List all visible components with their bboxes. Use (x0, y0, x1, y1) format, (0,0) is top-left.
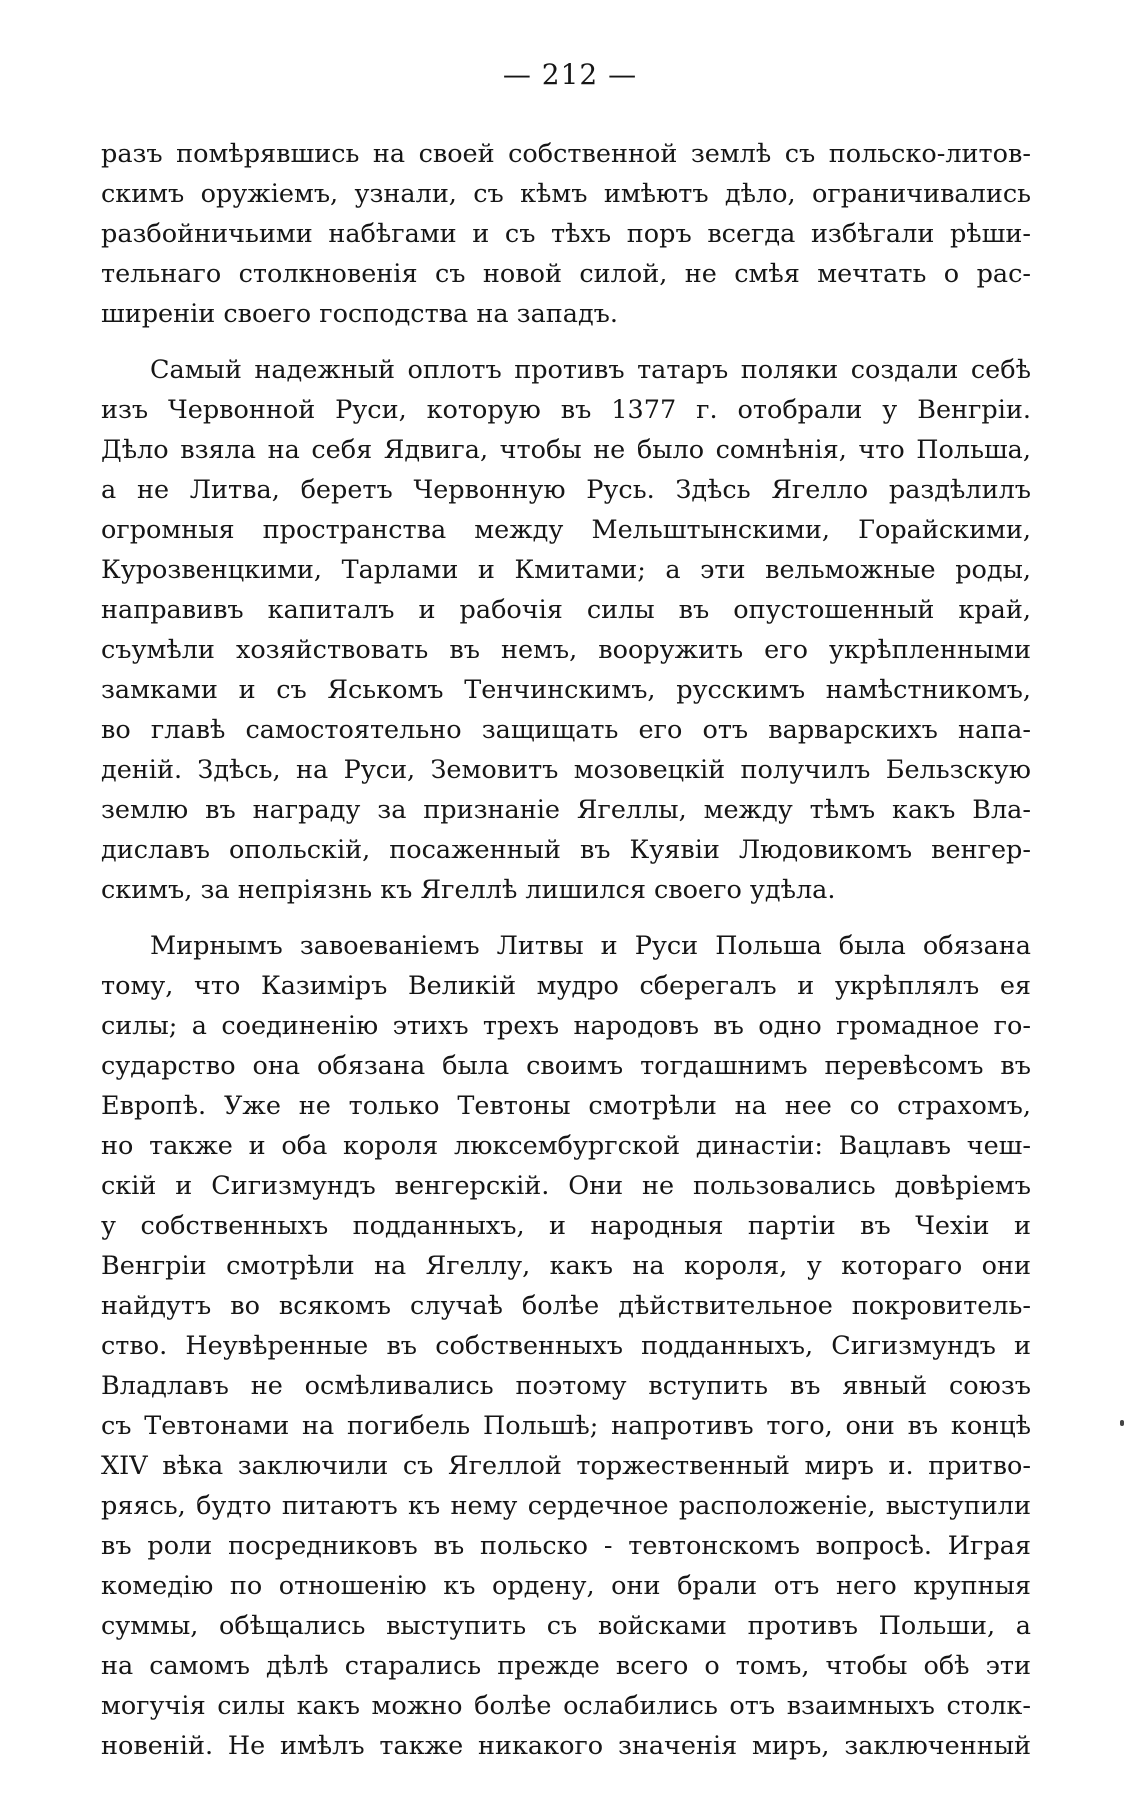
text-line: диславъ опольскій, посаженный въ Куявіи Людовикомъ венгер- (101, 835, 1031, 865)
text-line: деній. Здѣсь, на Руси, Земовитъ мозовецкій получилъ Бельзскую (101, 755, 1031, 785)
text-line: Владлавъ не осмѣливались поэтому вступить въ явный союзъ (101, 1371, 1031, 1401)
text-line: ряясь, будто питаютъ къ нему сердечное расположеніе, выступили (101, 1491, 1031, 1521)
paragraph-1 (101, 134, 1031, 334)
text-line: а не Литва, беретъ Червонную Русь. Здѣсь Ягелло раздѣлилъ (101, 475, 1031, 505)
text-line: тому, что Казиміръ Великій мудро сберегалъ и укрѣплялъ ея (101, 971, 1031, 1001)
body-text (101, 134, 1031, 1766)
text-line: XIV вѣка заключили съ Ягеллой торжественный миръ и. притво- (101, 1451, 1031, 1481)
text-line: суммы, обѣщались выступить съ войсками противъ Польши, а (101, 1611, 1031, 1641)
text-line: скимъ оружіемъ, узнали, съ кѣмъ имѣютъ дѣло, ограничивались (101, 179, 1031, 209)
paragraph-gap (101, 334, 1031, 350)
text-line: новеній. Не имѣлъ также никакого значенія миръ, заключенный (101, 1731, 1031, 1761)
paragraph-3 (101, 926, 1031, 1766)
text-line: у собственныхъ подданныхъ, и народныя партіи въ Чехіи и (101, 1211, 1031, 1241)
text-line: но также и оба короля люксембургской династіи: Вацлавъ чеш- (101, 1131, 1031, 1161)
text-line: направивъ капиталъ и рабочія силы въ опустошенный край, (101, 595, 1031, 625)
text-line: тельнаго столкновенія съ новой силой, не смѣя мечтать о рас- (101, 259, 1031, 289)
text-line: разъ помѣрявшись на своей собственной землѣ съ польско-литов- (101, 139, 1031, 169)
text-line: Европѣ. Уже не только Тевтоны смотрѣли на нее со страхомъ, (101, 1091, 1031, 1121)
margin-ink-mark (1120, 1420, 1124, 1426)
text-line: ство. Неувѣренные въ собственныхъ подданныхъ, Сигизмундъ и (101, 1331, 1031, 1361)
text-line: силы; а соединенію этихъ трехъ народовъ въ одно громадное го- (101, 1011, 1031, 1041)
paragraph-gap (101, 910, 1031, 926)
text-line: землю въ награду за признаніе Ягеллы, между тѣмъ какъ Вла- (101, 795, 1031, 825)
page-number-header: — 212 — (502, 58, 638, 91)
text-line: съ Тевтонами на погибель Польшѣ; напротивъ того, они въ концѣ (101, 1411, 1031, 1441)
text-line: изъ Червонной Руси, которую въ 1377 г. отобрали у Венгріи. (101, 395, 1031, 425)
text-line: замками и съ Яськомъ Тенчинскимъ, русскимъ намѣстникомъ, (101, 675, 1031, 705)
text-line: во главѣ самостоятельно защищать его отъ варварскихъ напа- (101, 715, 1031, 745)
text-line: на самомъ дѣлѣ старались прежде всего о томъ, чтобы обѣ эти (101, 1651, 1031, 1681)
text-line: комедію по отношенію къ ордену, они брали отъ него крупныя (101, 1571, 1031, 1601)
text-line: Самый надежный оплотъ противъ татаръ поляки создали себѣ (150, 355, 1031, 385)
text-line: найдутъ во всякомъ случаѣ болѣе дѣйствительное покровитель- (101, 1291, 1031, 1321)
text-line: огромныя пространства между Мельштынскими, Горайскими, (101, 515, 1031, 545)
text-line: Дѣло взяла на себя Ядвига, чтобы не было сомнѣнія, что Польша, (101, 435, 1031, 465)
text-line: сударство она обязана была своимъ тогдашнимъ перевѣсомъ въ (101, 1051, 1031, 1081)
text-line: Курозвенцкими, Тарлами и Кмитами; а эти вельможные роды, (101, 555, 1031, 585)
paragraph-2 (101, 350, 1031, 910)
text-line: въ роли посредниковъ въ польско - тевтонскомъ вопросѣ. Играя (101, 1531, 1031, 1561)
text-line: скій и Сигизмундъ венгерскій. Они не пользовались довѣріемъ (101, 1171, 1031, 1201)
text-line: съумѣли хозяйствовать въ немъ, вооружить его укрѣпленными (101, 635, 1031, 665)
text-line: разбойничьими набѣгами и съ тѣхъ поръ всегда избѣгали рѣши- (101, 219, 1031, 249)
text-line: Мирнымъ завоеваніемъ Литвы и Руси Польша была обязана (150, 931, 1031, 961)
text-line: ширеніи своего господства на западъ. (101, 299, 619, 329)
text-line: Венгріи смотрѣли на Ягеллу, какъ на короля, у котораго они (101, 1251, 1031, 1281)
text-line: могучія силы какъ можно болѣе ослабились отъ взаимныхъ столк- (101, 1691, 1031, 1721)
text-line: скимъ, за непріязнь къ Ягеллѣ лишился своего удѣла. (101, 875, 836, 905)
